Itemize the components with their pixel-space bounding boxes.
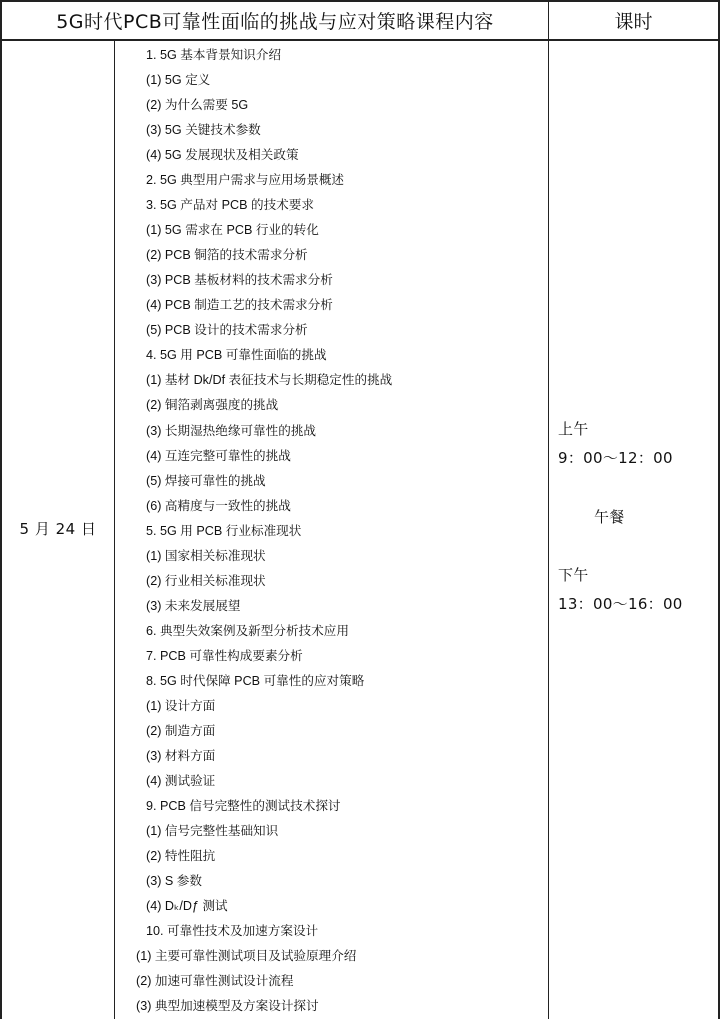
lunch-label: 午餐 [594, 508, 625, 526]
hours-header: 课时 [614, 11, 653, 33]
course-item: (1) 基材 Dk/Df 表征技术与长期稳定性的挑战 [146, 373, 393, 387]
course-item: (3) PCB 基板材料的技术需求分析 [146, 273, 333, 287]
course-item: (3) S 参数 [146, 874, 202, 888]
course-item: 2. 5G 典型用户需求与应用场景概述 [146, 173, 345, 187]
course-item: 7. PCB 可靠性构成要素分析 [146, 649, 303, 663]
morning-label: 上午 [558, 420, 589, 438]
course-item: (5) PCB 设计的技术需求分析 [146, 323, 308, 337]
course-item: (2) 铜箔剥离强度的挑战 [146, 398, 279, 412]
course-item: (1) 设计方面 [146, 699, 216, 713]
course-item: (2) PCB 铜箔的技术需求分析 [146, 248, 308, 262]
course-item: (5) 焊接可靠性的挑战 [146, 474, 266, 488]
date-cell: 5 月 24 日 [19, 520, 97, 538]
course-item: (3) 长期湿热绝缘可靠性的挑战 [146, 424, 317, 438]
course-item: (3) 材料方面 [146, 749, 216, 763]
course-content-header: 5G时代PCB可靠性面临的挑战与应对策略课程内容 [56, 11, 494, 33]
course-item: (1) 主要可靠性测试项目及试验原理介绍 [136, 949, 357, 963]
course-item: (3) 未来发展展望 [146, 599, 241, 613]
course-item: (4) Dₖ/Dƒ 测试 [146, 899, 228, 913]
morning-time: 9：00～12：00 [558, 449, 673, 467]
course-item: (2) 特性阻抗 [146, 849, 216, 863]
table-border-left [0, 0, 2, 1019]
course-item: (1) 信号完整性基础知识 [146, 824, 279, 838]
course-item: 8. 5G 时代保障 PCB 可靠性的应对策略 [146, 674, 365, 688]
course-item: (2) 为什么需要 5G [146, 98, 249, 112]
course-item: (4) 互连完整可靠性的挑战 [146, 449, 291, 463]
course-item: (2) 加速可靠性测试设计流程 [136, 974, 294, 988]
header-divider [0, 39, 720, 41]
column-divider-hours [548, 0, 549, 1019]
column-divider-date [114, 40, 115, 1019]
course-item: (6) 高精度与一致性的挑战 [146, 499, 291, 513]
course-item: (4) 5G 发展现状及相关政策 [146, 148, 299, 162]
course-item: (4) 测试验证 [146, 774, 216, 788]
course-item: 9. PCB 信号完整性的测试技术探讨 [146, 799, 341, 813]
course-item: 1. 5G 基本背景知识介绍 [146, 48, 282, 62]
afternoon-label: 下午 [558, 566, 589, 584]
course-item: 10. 可靠性技术及加速方案设计 [146, 924, 319, 938]
course-item: (3) 5G 关键技术参数 [146, 123, 261, 137]
course-item: (1) 5G 需求在 PCB 行业的转化 [146, 223, 319, 237]
course-item: 4. 5G 用 PCB 可靠性面临的挑战 [146, 348, 327, 362]
afternoon-time: 13：00～16：00 [558, 595, 683, 613]
course-item: (2) 制造方面 [146, 724, 216, 738]
course-item: 5. 5G 用 PCB 行业标准现状 [146, 524, 302, 538]
course-item: 6. 典型失效案例及新型分析技术应用 [146, 624, 349, 638]
course-item: (2) 行业相关标准现状 [146, 574, 266, 588]
course-item: (3) 典型加速模型及方案设计探讨 [136, 999, 319, 1013]
course-item: 3. 5G 产品对 PCB 的技术要求 [146, 198, 314, 212]
course-item: (1) 5G 定义 [146, 73, 211, 87]
course-item: (1) 国家相关标准现状 [146, 549, 266, 563]
course-item: (4) PCB 制造工艺的技术需求分析 [146, 298, 333, 312]
